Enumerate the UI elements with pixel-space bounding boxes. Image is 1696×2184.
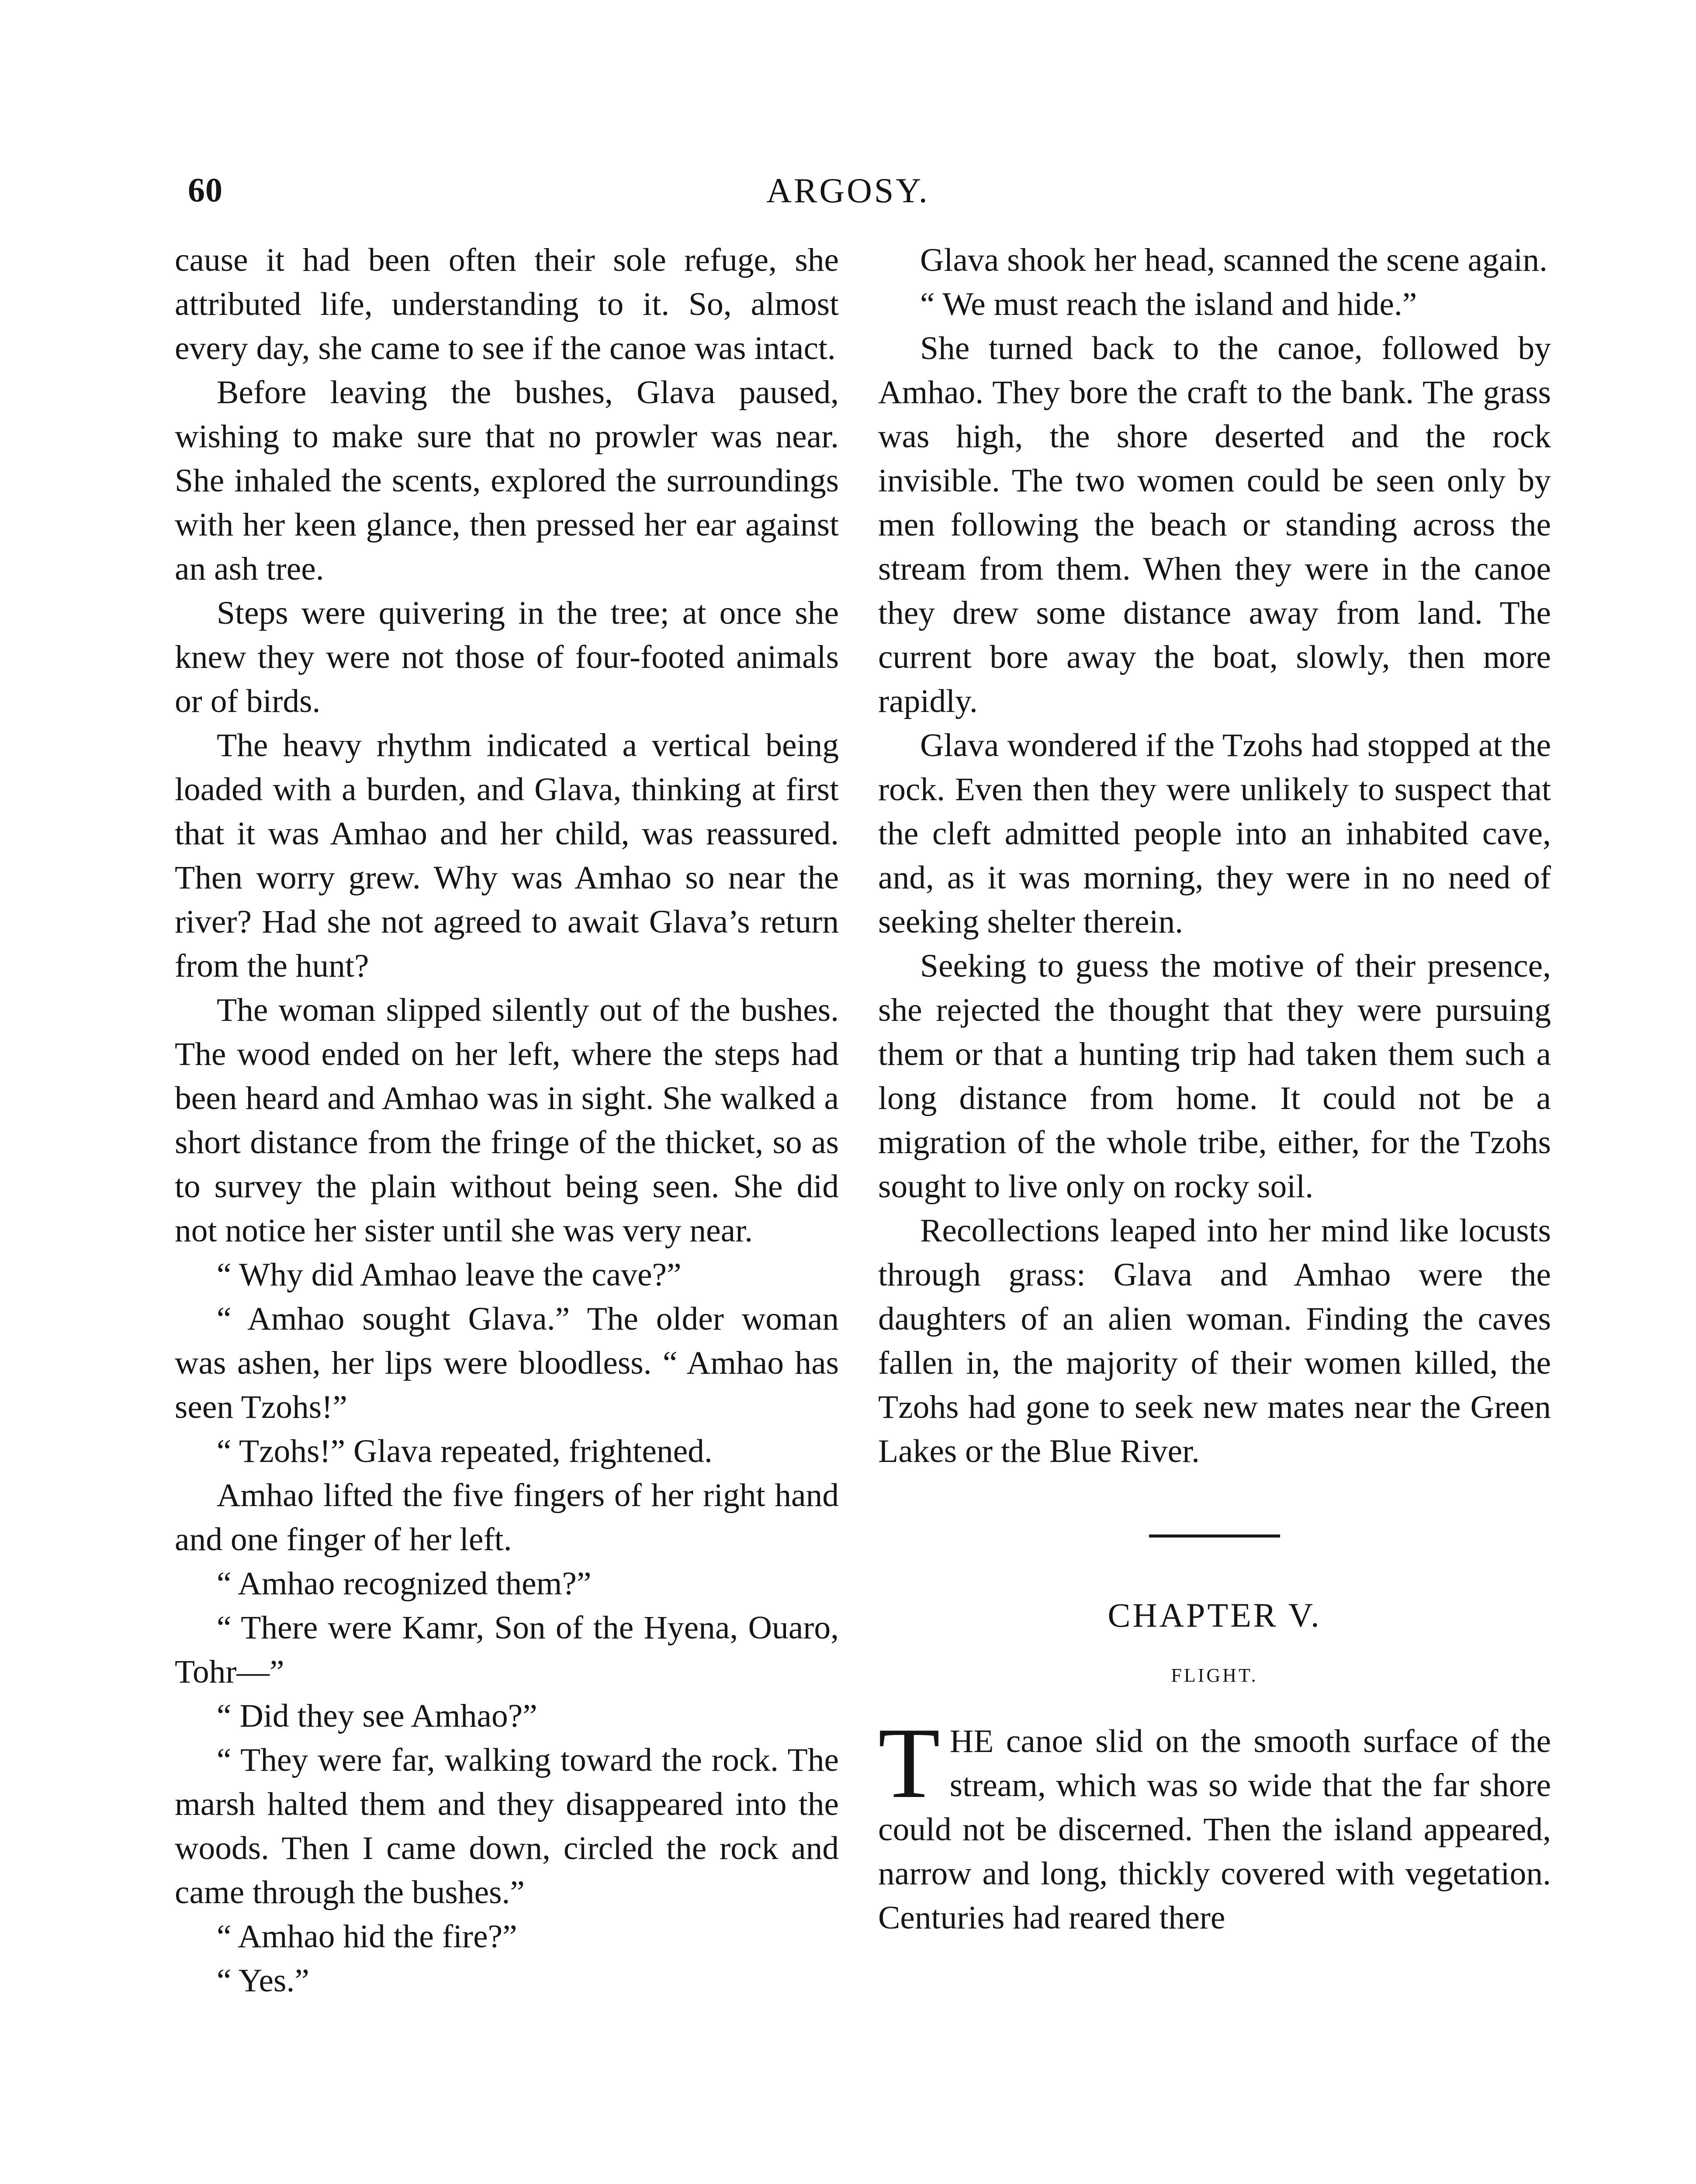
dialogue-line: “ There were Kamr, Son of the Hyena, Ouaro, Tohr—” <box>175 1610 839 1690</box>
paragraph: She turned back to the canoe, followed by Amhao. They bore the craft to the bank. The grass was high, the shore deserted and the rock invisible. The two women could be seen only by men following the beach or standing across the stream from them. When they were in the canoe they drew some distance away from land. The current bore away the boat, slowly, then more rapidly. <box>878 330 1551 719</box>
paragraph: Steps were quivering in the tree; at once she knew they were not those of four-footed animals or of birds. <box>175 595 839 719</box>
paragraph: Glava shook her head, scanned the scene again. <box>920 242 1548 278</box>
paragraph: Seeking to guess the motive of their presence, she rejected the thought that they were pursuing them or that a hunting trip had taken them such a long distance from home. It could not be a migration of the whole tribe, either, for the Tzohs sought to live only on rocky soil. <box>878 948 1551 1205</box>
section-divider <box>1149 1534 1280 1538</box>
dialogue-line: “ Amhao hid the fire?” <box>217 1918 517 1955</box>
paragraph: The heavy rhythm indicated a vertical being loaded with a burden, and Glava, thinking at first that it was Amhao and her child, was reassured. Then worry grew. Why was Amhao so near the river? Had she not agreed to await Glava’s return from the hunt? <box>175 727 839 984</box>
paragraph: Before leaving the bushes, Glava paused, wishing to make sure that no prowler was near. She inhaled the scents, explored the surroundings with her keen glance, then pressed her ear against an ash tree. <box>175 374 839 587</box>
left-column <box>175 238 839 2003</box>
chapter-subtitle: FLIGHT. <box>1171 1665 1258 1686</box>
dialogue-line: “ They were far, walking toward the rock. The marsh halted them and they disappeared into the woods. Then I came down, circled the rock and came through the bushes.” <box>175 1742 839 1911</box>
opening-paragraph <box>878 1707 1551 1940</box>
dialogue-line: “ Tzohs!” Glava repeated, frightened. <box>217 1433 713 1469</box>
dialogue-line: “ We must reach the island and hide.” <box>920 286 1417 322</box>
right-column <box>878 238 1551 1940</box>
opening-text: HE canoe slid on the smooth surface of the stream, which was so wide that the far shore could not be discerned. Then the island appeared, narrow and long, thickly covered with vegetation. Centuries had reared there <box>878 1723 1551 1936</box>
chapter-opening <box>878 1707 1551 1940</box>
paragraph: The woman slipped silently out of the bushes. The wood ended on her left, where the steps had been heard and Amhao was in sight. She walked a short distance from the fringe of the thicket, so as to survey the plain without being seen. She did not notice her sister until she was very near. <box>175 992 839 1249</box>
dialogue-line: “ Amhao sought Glava.” The older woman was ashen, her lips were bloodless. “ Amhao has seen Tzohs!” <box>175 1301 839 1425</box>
paragraph: Glava wondered if the Tzohs had stopped at the rock. Even then they were unlikely to suspect that the cleft admitted people into an inhabited cave, and, as it was morning, they were in no need of seeking shelter therein. <box>878 727 1551 940</box>
paragraph: Amhao lifted the five fingers of her right hand and one finger of her left. <box>175 1477 839 1558</box>
dialogue-line: “ Why did Amhao leave the cave?” <box>217 1257 682 1293</box>
paragraph: Recollections leaped into her mind like locusts through grass: Glava and Amhao were the daughters of an alien woman. Finding the caves fallen in, the majority of their women killed, the Tzohs had gone to seek new mates near the Green Lakes or the Blue River. <box>878 1213 1551 1469</box>
paragraph: cause it had been often their sole refuge, she attributed life, understanding to it. So, almost every day, she came to see if the canoe was intact. <box>175 242 839 366</box>
dialogue-line: “ Did they see Amhao?” <box>217 1698 537 1734</box>
running-title: ARGOSY. <box>766 172 930 210</box>
dialogue-line: “ Yes.” <box>217 1963 309 1999</box>
page-number: 60 <box>188 171 223 209</box>
drop-cap: T <box>878 1707 940 1819</box>
dialogue-line: “ Amhao recognized them?” <box>217 1565 592 1602</box>
chapter-heading: CHAPTER V. <box>1108 1596 1322 1634</box>
